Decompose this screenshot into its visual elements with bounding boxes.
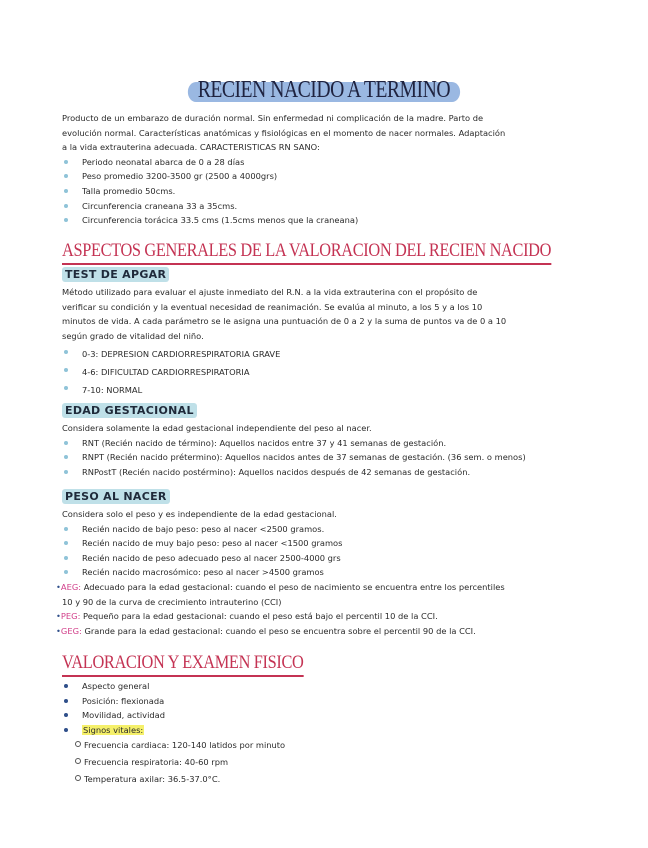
gestational-list: [62, 436, 602, 480]
subheading-apgar: TEST DE APGAR: [62, 267, 169, 282]
geg-label: GEG:: [60, 625, 82, 636]
intro-line: Producto de un embarazo de duración normal. Sin enfermedad ni complicación de la madre. Parto de: [62, 113, 484, 123]
apgar-line: según grado de vitalidad del niño.: [62, 330, 204, 341]
bullet-icon: •: [56, 625, 61, 636]
title-wrapper: [0, 76, 648, 104]
bullet-icon: •: [56, 611, 61, 622]
section-heading-aspectos: ASPECTOS GENERALES DE LA VALORACION DEL RECIEN NACIDO: [62, 240, 551, 265]
list-item: Recién nacido de bajo peso: peso al nacer <2500 gramos.: [62, 522, 602, 537]
intro-line: evolución normal. Características anatómicas y fisiológicas en el momento de nacer normales. Adaptación: [62, 127, 506, 138]
apgar-line: verificar su condición y la eventual necesidad de reanimación. Se evalúa al minuto, a los 5 y a los 10: [62, 301, 483, 312]
list-item: Frecuencia cardiaca: 120-140 latidos por minuto: [74, 737, 602, 754]
subheading-peso-al-nacer: PESO AL NACER: [62, 489, 170, 504]
aeg-line: [56, 580, 616, 595]
list-item: RNPT (Recién nacido prétermino): Aquellos nacidos antes de 37 semanas de gestación. (36 sem. o menos): [62, 450, 602, 465]
apgar-block: [62, 285, 602, 399]
aeg-line-2: 10 y 90 de la curva de crecimiento intrauterino (CCI): [62, 596, 282, 607]
apgar-list: [62, 345, 602, 399]
list-item: Circunferencia craneana 33 a 35cms.: [62, 199, 602, 214]
list-item: 4-6: DIFICULTAD CARDIORRESPIRATORIA: [62, 363, 602, 381]
list-item: Recién nacido de muy bajo peso: peso al nacer <1500 gramos: [62, 536, 602, 551]
intro-line: a la vida extrauterina adecuada. CARACTERISTICAS RN SANO:: [62, 142, 320, 153]
vital-signs-label: Signos vitales:: [83, 724, 144, 735]
classification-block: [56, 580, 616, 638]
exam-list: [62, 679, 602, 737]
subheading-edad-gestacional: EDAD GESTACIONAL: [62, 403, 197, 418]
section-heading-valoracion: VALORACION Y EXAMEN FISICO: [62, 652, 303, 677]
list-item: Movilidad, actividad: [62, 708, 602, 723]
peg-label: PEG:: [60, 611, 81, 622]
exam-block: [62, 679, 602, 788]
peg-text: Pequeño para la edad gestacional: cuando el peso está bajo el percentil 10 de la CCI.: [83, 611, 438, 622]
bullet-icon: •: [56, 582, 61, 592]
list-item: Recién nacido de peso adecuado peso al nacer 2500-4000 grs: [62, 551, 602, 566]
list-item: Talla promedio 50cms.: [62, 184, 602, 199]
geg-line: [56, 624, 616, 639]
list-item: Temperatura axilar: 36.5-37.0°C.: [74, 771, 602, 788]
list-item: Peso promedio 3200-3500 gr (2500 a 4000grs): [62, 169, 602, 184]
list-item: RNT (Recién nacido de término): Aquellos nacidos entre 37 y 41 semanas de gestación.: [62, 436, 602, 451]
weight-list: [62, 522, 602, 580]
intro-block: [62, 111, 602, 228]
list-item: RNPostT (Recién nacido postérmino): Aquellos nacidos después de 42 semanas de gestación.: [62, 465, 602, 480]
gestational-line: Considera solamente la edad gestacional independiente del peso al nacer.: [62, 423, 372, 433]
aeg-label: AEG:: [60, 582, 82, 592]
list-item: Recién nacido macrosómico: peso al nacer >4500 gramos: [62, 565, 602, 580]
gestational-block: [62, 421, 602, 479]
list-item: Frecuencia respiratoria: 40-60 rpm: [74, 754, 602, 771]
aeg-text: Adecuado para la edad gestacional: cuando el peso de nacimiento se encuentra entre los percentiles: [83, 582, 505, 592]
list-item: 0-3: DEPRESION CARDIORRESPIRATORIA GRAVE: [62, 345, 602, 363]
apgar-line: minutos de vida. A cada parámetro se le asigna una puntuación de 0 a 2 y la suma de puntos va de 0 a 10: [62, 316, 507, 327]
list-item: Circunferencia torácica 33.5 cms (1.5cms menos que la craneana): [62, 213, 602, 228]
peg-line: [56, 609, 616, 624]
apgar-line: Método utilizado para evaluar el ajuste inmediato del R.N. a la vida extrauterina con el propósito de: [62, 287, 478, 297]
weight-block: [62, 507, 602, 580]
page-title: RECIEN NACIDO A TERMINO: [188, 76, 460, 104]
list-item: Periodo neonatal abarca de 0 a 28 días: [62, 155, 602, 170]
list-item: [62, 723, 602, 738]
list-item: Posición: flexionada: [62, 694, 602, 709]
list-item: Aspecto general: [62, 679, 602, 694]
geg-text: Grande para la edad gestacional: cuando el peso se encuentra sobre el percentil 90 de la CCI.: [84, 625, 476, 636]
vitals-list: [74, 737, 602, 788]
list-item: 7-10: NORMAL: [62, 381, 602, 399]
intro-list: [62, 155, 602, 228]
weight-line: Considera solo el peso y es independiente de la edad gestacional.: [62, 509, 337, 519]
